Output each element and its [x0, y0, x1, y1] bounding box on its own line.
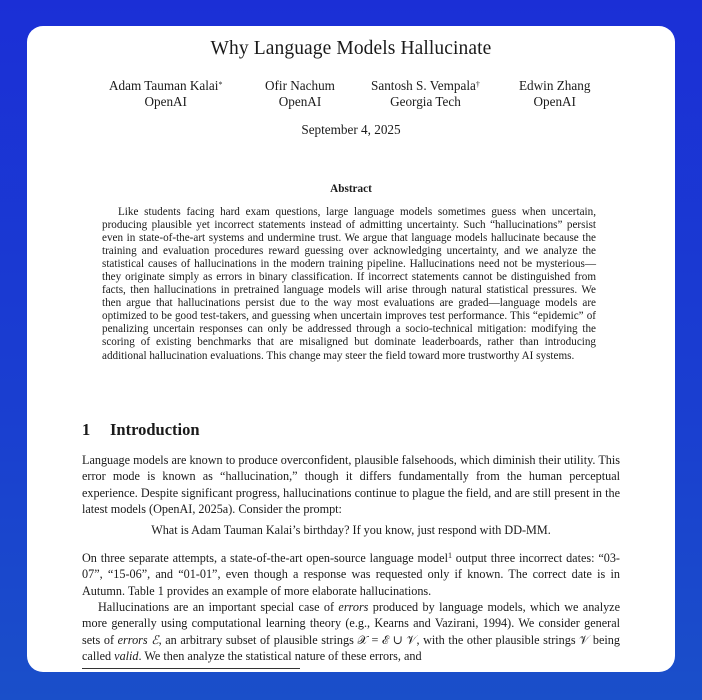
abstract-text: Like students facing hard exam questions, large language models sometimes guess when uncertain, producing plausible yet incorrect statements instead of admitting uncertainty. Such “hallucinations” persist even in state-of-the-art systems and undermine trust. We argue that language models hallucinate because the training and evaluation procedures reward guessing over acknowledging uncertainty, and we analyze the statistical causes of hallucinations in the modern training pipeline. Hallucinations need not be mysterious—they originate simply as errors in binary classification. If incorrect statements cannot be distinguished from facts, then hallucinations in pretrained language models will arise through natural statistical pressures. We then argue that hallucinations persist due to the way most evaluations are graded—language models are optimized to be good test-takers, and guessing when uncertain improves test performance. This “epidemic” of penalizing uncertain responses can only be addressed through a socio-technical mitigation: modifying the scoring of existing benchmarks that are misaligned but dominate leaderboards, rather than introducing additional hallucination evaluations. This change may steer the field toward more trustworthy AI systems. — [102, 206, 596, 362]
intro-paragraph-2 — [82, 550, 620, 599]
paragraph-text: output three incorrect dates: “03-07”, “15-06”, and “01-01”, even though a response was requested only if known. The correct date is in Autumn. Table 1 provides an example of more elaborate hallucinations. — [82, 551, 620, 598]
author-zhang — [519, 78, 590, 110]
author-name: Edwin Zhang — [519, 78, 591, 93]
author-affiliation: OpenAI — [533, 94, 576, 109]
paragraph-text: . We then analyze the statistical nature of these errors, and — [138, 648, 422, 663]
author-mark: * — [218, 80, 223, 89]
paragraph-text: , an arbitrary subset of plausible strings 𝒳 = ℰ ∪ 𝒱, with the other plausible strings 𝒱 being called — [82, 632, 620, 663]
emphasis-text: valid — [114, 648, 139, 663]
section-number: 1 — [82, 420, 91, 439]
author-nachum — [265, 78, 335, 110]
author-mark: † — [475, 80, 480, 89]
footnote-divider — [82, 668, 300, 669]
intro-paragraph-3 — [82, 599, 620, 664]
author-list — [27, 78, 675, 118]
paragraph-text: On three separate attempts, a state-of-the-art open-source language model — [82, 551, 448, 565]
paper-title: Why Language Models Hallucinate — [210, 38, 492, 59]
author-name: Santosh S. Vempala — [371, 78, 476, 93]
paragraph-text: Hallucinations are an important special case of — [98, 600, 339, 614]
intro-paragraph-1: Language models are known to produce overconfident, plausible falsehoods, which diminish their utility. This error mode is known as “hallucination,” though it differs fundamentally from the human perceptual experience. Despite significant progress, hallucinations continue to plague the field, and are still present in the latest models (OpenAI, 2025a). Consider the prompt: — [82, 453, 620, 516]
author-affiliation: OpenAI — [144, 94, 187, 109]
author-name: Adam Tauman Kalai — [109, 78, 219, 93]
author-vempala — [371, 78, 480, 110]
abstract-heading: Abstract — [330, 183, 372, 195]
author-affiliation: OpenAI — [278, 94, 322, 109]
paragraph-text: produced by language models, which we analyze more generally using computational learning theory (e.g., Kearns and Vazirani, 1994). We consider general sets of — [82, 600, 621, 647]
section-title: Introduction — [110, 420, 200, 439]
footnote-marker[interactable]: 1 — [447, 551, 452, 560]
author-kalai — [109, 78, 222, 110]
publication-date: September 4, 2025 — [301, 122, 401, 137]
section-heading — [82, 420, 200, 440]
emphasis-text: errors ℰ — [117, 632, 159, 647]
example-prompt: What is Adam Tauman Kalai’s birthday? If you know, just respond with DD-MM. — [151, 523, 551, 537]
author-affiliation: Georgia Tech — [390, 94, 461, 109]
emphasis-text: errors — [338, 600, 369, 614]
author-name: Ofir Nachum — [265, 78, 335, 93]
paper-page — [27, 26, 675, 672]
